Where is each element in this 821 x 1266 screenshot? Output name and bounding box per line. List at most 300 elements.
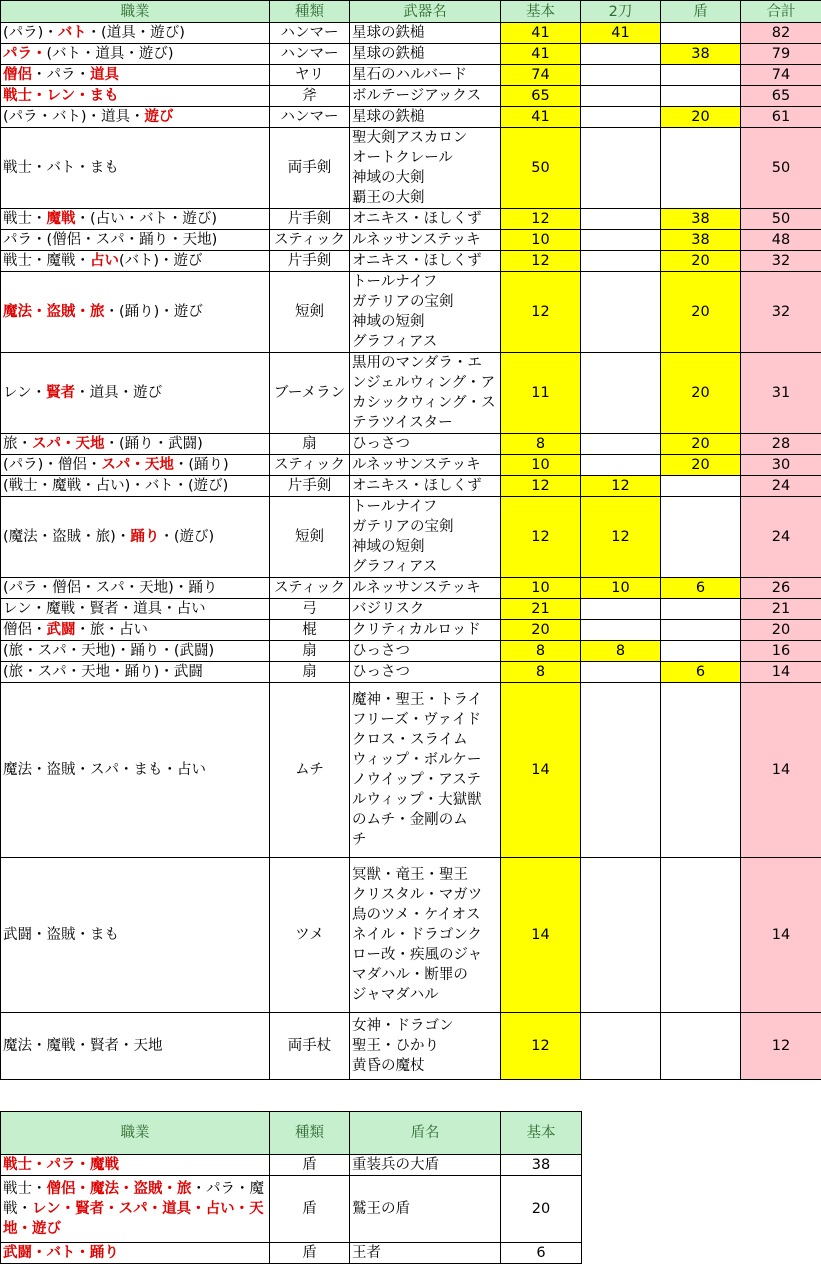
dual-cell bbox=[581, 353, 661, 434]
weapon-name-line: 黒用のマンダラ・エ bbox=[352, 355, 482, 371]
total-cell: 50 bbox=[741, 209, 821, 230]
job-segment: 魔戦 bbox=[46, 211, 76, 227]
job-cell bbox=[1, 44, 270, 65]
weapon-name-cell bbox=[350, 272, 501, 353]
job-cell bbox=[1, 209, 270, 230]
dual-cell bbox=[581, 683, 661, 858]
base-cell: 41 bbox=[501, 44, 581, 65]
base-cell: 10 bbox=[501, 230, 581, 251]
shield-name-cell: 重装兵の大盾 bbox=[350, 1155, 501, 1176]
dual-cell bbox=[581, 107, 661, 128]
base-cell: 65 bbox=[501, 86, 581, 107]
weapon-name-line: ジャマダハル bbox=[352, 987, 439, 1003]
job-segment: (バト・道具・遊び) bbox=[46, 46, 174, 62]
table-row bbox=[1, 455, 821, 476]
type-cell: 片手剣 bbox=[270, 476, 350, 497]
job-cell bbox=[1, 620, 270, 641]
header-base: 基本 bbox=[501, 1, 581, 23]
shield-cell bbox=[661, 599, 741, 620]
job-segment: パラ・ bbox=[3, 46, 47, 62]
job-segment: 魔法・盗賊・スパ・まも・占い bbox=[3, 762, 206, 778]
base-cell: 12 bbox=[501, 1013, 581, 1080]
shield-cell bbox=[661, 497, 741, 578]
weapon-name-line: オニキス・ほしくず bbox=[352, 253, 482, 269]
dual-cell: 8 bbox=[581, 641, 661, 662]
dual-cell bbox=[581, 434, 661, 455]
weapon-name-line: ひっさつ bbox=[352, 664, 410, 680]
table-row bbox=[1, 128, 821, 209]
dual-cell: 10 bbox=[581, 578, 661, 599]
weapon-table-header bbox=[1, 1, 821, 23]
header-total: 合計 bbox=[741, 1, 821, 23]
table-row bbox=[1, 858, 821, 1013]
weapon-name-cell bbox=[350, 1013, 501, 1080]
weapon-name-line: マダハル・断罪の bbox=[352, 967, 468, 983]
job-segment: スパ・天地 bbox=[32, 436, 105, 452]
weapon-name-cell bbox=[350, 65, 501, 86]
table-row bbox=[1, 272, 821, 353]
job-segment: ・(踊り) bbox=[173, 457, 229, 473]
table-row bbox=[1, 44, 821, 65]
job-cell bbox=[1, 251, 270, 272]
weapon-name-cell bbox=[350, 578, 501, 599]
weapon-name-line: フリーズ・ヴァイド bbox=[352, 712, 482, 728]
total-cell: 48 bbox=[741, 230, 821, 251]
job-segment: (魔法・盗賊・旅)・ bbox=[3, 529, 131, 545]
job-segment: パラ・(僧侶・スパ・踊り・天地) bbox=[3, 232, 218, 248]
weapon-name-line: ボルテージアックス bbox=[352, 88, 482, 104]
weapon-name-line: ひっさつ bbox=[352, 436, 410, 452]
table-row bbox=[1, 1155, 582, 1176]
job-cell bbox=[1, 230, 270, 251]
total-cell: 14 bbox=[741, 858, 821, 1013]
table-row bbox=[1, 497, 821, 578]
type-cell: スティック bbox=[270, 578, 350, 599]
type-cell: 棍 bbox=[270, 620, 350, 641]
job-cell bbox=[1, 1155, 270, 1176]
weapon-name-line: 神域の短剣 bbox=[352, 314, 425, 330]
weapon-name-cell bbox=[350, 230, 501, 251]
total-cell: 21 bbox=[741, 599, 821, 620]
base-cell: 14 bbox=[501, 683, 581, 858]
weapon-name-line: ロー改・疾風のジャ bbox=[352, 947, 483, 963]
job-cell bbox=[1, 107, 270, 128]
job-segment: (バト)・遊び bbox=[119, 253, 203, 269]
shield-cell: 38 bbox=[661, 44, 741, 65]
job-segment: 僧侶 bbox=[3, 67, 32, 83]
weapon-name-cell bbox=[350, 497, 501, 578]
job-segment: (パラ・僧侶・スパ・天地)・踊り bbox=[3, 580, 218, 596]
total-cell: 12 bbox=[741, 1013, 821, 1080]
type-cell: 短剣 bbox=[270, 272, 350, 353]
weapon-name-line: チ bbox=[352, 832, 367, 848]
weapon-name-line: 黄昏の魔杖 bbox=[352, 1058, 425, 1074]
total-cell: 74 bbox=[741, 65, 821, 86]
weapon-name-line: ルウィップ・大獄獣 bbox=[352, 792, 482, 808]
type-cell: 斧 bbox=[270, 86, 350, 107]
base-cell: 12 bbox=[501, 272, 581, 353]
weapon-name-line: ンジェルウィング・ア bbox=[352, 375, 496, 391]
job-segment: 旅・ bbox=[3, 436, 32, 452]
weapon-name-line: 聖王・ひかり bbox=[352, 1038, 439, 1054]
table-row bbox=[1, 230, 821, 251]
job-segment: ・道具・遊び bbox=[75, 385, 163, 401]
weapon-name-line: 鳥のツメ・ケイオス bbox=[352, 907, 481, 923]
shield-cell: 20 bbox=[661, 107, 741, 128]
total-cell: 65 bbox=[741, 86, 821, 107]
table-row bbox=[1, 1243, 582, 1264]
job-segment: 道具 bbox=[90, 67, 119, 83]
type-cell: ブーメラン bbox=[270, 353, 350, 434]
job-cell bbox=[1, 1243, 270, 1264]
weapon-name-line: オニキス・ほしくず bbox=[352, 211, 482, 227]
weapon-name-line: 魔神・聖王・トライ bbox=[352, 692, 483, 708]
weapon-name-cell bbox=[350, 251, 501, 272]
shield-cell bbox=[661, 65, 741, 86]
job-cell bbox=[1, 128, 270, 209]
job-segment: レン・魔戦・賢者・道具・占い bbox=[3, 601, 206, 617]
base-cell: 8 bbox=[501, 662, 581, 683]
job-segment: 戦士・レン・まも bbox=[3, 88, 119, 104]
table-row bbox=[1, 434, 821, 455]
shield-table-header bbox=[1, 1112, 582, 1155]
weapon-name-cell bbox=[350, 641, 501, 662]
table-row bbox=[1, 599, 821, 620]
total-cell: 32 bbox=[741, 272, 821, 353]
base-cell: 10 bbox=[501, 578, 581, 599]
dual-cell bbox=[581, 455, 661, 476]
base-cell: 11 bbox=[501, 353, 581, 434]
type-cell: 片手剣 bbox=[270, 209, 350, 230]
dual-cell bbox=[581, 858, 661, 1013]
table-row bbox=[1, 353, 821, 434]
weapon-name-cell bbox=[350, 599, 501, 620]
job-segment: スパ・天地 bbox=[101, 457, 174, 473]
weapon-name-line: カシックウィング・ス bbox=[352, 395, 496, 411]
dual-cell: 41 bbox=[581, 23, 661, 44]
job-segment: ・(踊り・武闘) bbox=[104, 436, 203, 452]
weapon-name-cell bbox=[350, 128, 501, 209]
job-segment: (戦士・魔戦・占い)・バト・(遊び) bbox=[3, 478, 229, 494]
table-row bbox=[1, 578, 821, 599]
job-segment: 踊り bbox=[130, 529, 160, 545]
shield-name-cell: 王者 bbox=[350, 1243, 501, 1264]
weapon-name-cell bbox=[350, 107, 501, 128]
job-cell bbox=[1, 65, 270, 86]
weapon-name-cell bbox=[350, 44, 501, 65]
type-cell: 盾 bbox=[270, 1176, 350, 1243]
job-segment: 魔法・魔戦・賢者・天地 bbox=[3, 1038, 163, 1054]
total-cell: 14 bbox=[741, 662, 821, 683]
shield-cell bbox=[661, 23, 741, 44]
total-cell: 31 bbox=[741, 353, 821, 434]
shield-cell: 20 bbox=[661, 251, 741, 272]
weapon-name-line: オニキス・ほしくず bbox=[352, 478, 482, 494]
weapon-name-line: 神域の大剣 bbox=[352, 170, 425, 186]
type-cell: ハンマー bbox=[270, 107, 350, 128]
total-cell: 82 bbox=[741, 23, 821, 44]
type-cell: 扇 bbox=[270, 662, 350, 683]
header-type: 種類 bbox=[270, 1, 350, 23]
job-segment: 戦士・パラ・魔戦 bbox=[3, 1157, 119, 1173]
dual-cell bbox=[581, 44, 661, 65]
shield-header-name: 盾名 bbox=[350, 1112, 501, 1155]
type-cell: 扇 bbox=[270, 434, 350, 455]
shield-cell bbox=[661, 128, 741, 209]
weapon-name-line: ルネッサンステッキ bbox=[352, 232, 481, 248]
type-cell: 片手剣 bbox=[270, 251, 350, 272]
type-cell: スティック bbox=[270, 455, 350, 476]
shield-cell bbox=[661, 858, 741, 1013]
total-cell: 50 bbox=[741, 128, 821, 209]
table-row bbox=[1, 209, 821, 230]
shield-table-body bbox=[1, 1155, 582, 1264]
shield-name-cell: 鷲王の盾 bbox=[350, 1176, 501, 1243]
weapon-name-cell bbox=[350, 434, 501, 455]
dual-cell bbox=[581, 65, 661, 86]
type-cell: 盾 bbox=[270, 1155, 350, 1176]
weapon-name-cell bbox=[350, 209, 501, 230]
shield-cell: 6 bbox=[661, 662, 741, 683]
job-segment: (パラ)・僧侶・ bbox=[3, 457, 102, 473]
job-segment: 戦士・ bbox=[3, 211, 47, 227]
weapon-name-line: ウィップ・ボルケー bbox=[352, 752, 482, 768]
shield-cell: 20 bbox=[661, 434, 741, 455]
job-cell bbox=[1, 434, 270, 455]
weapon-name-line: 星球の鉄槌 bbox=[352, 25, 425, 41]
table-row bbox=[1, 662, 821, 683]
base-cell: 12 bbox=[501, 251, 581, 272]
base-cell: 12 bbox=[501, 209, 581, 230]
job-segment: 僧侶・魔法・盗賊・旅 bbox=[46, 1181, 192, 1197]
weapon-name-cell bbox=[350, 23, 501, 44]
total-cell: 61 bbox=[741, 107, 821, 128]
weapon-name-line: 神域の短剣 bbox=[352, 539, 425, 555]
shield-cell: 20 bbox=[661, 353, 741, 434]
table-row bbox=[1, 65, 821, 86]
total-cell: 14 bbox=[741, 683, 821, 858]
weapon-table-body bbox=[1, 23, 821, 1080]
base-cell: 10 bbox=[501, 455, 581, 476]
type-cell: ツメ bbox=[270, 858, 350, 1013]
shield-cell bbox=[661, 620, 741, 641]
job-segment: レン・賢者・スパ・道具・占い・天地・遊び bbox=[3, 1201, 264, 1237]
job-cell bbox=[1, 599, 270, 620]
header-dual: 2刀 bbox=[581, 1, 661, 23]
weapon-name-line: のムチ・金剛のム bbox=[352, 812, 468, 828]
job-cell bbox=[1, 497, 270, 578]
weapon-name-cell bbox=[350, 683, 501, 858]
dual-cell: 12 bbox=[581, 497, 661, 578]
total-cell: 79 bbox=[741, 44, 821, 65]
table-row bbox=[1, 683, 821, 858]
dual-cell bbox=[581, 230, 661, 251]
job-segment: 魔法・盗賊・旅 bbox=[3, 304, 105, 320]
weapon-name-cell bbox=[350, 662, 501, 683]
weapon-name-line: ガテリアの宝剣 bbox=[352, 519, 454, 535]
total-cell: 32 bbox=[741, 251, 821, 272]
dual-cell bbox=[581, 620, 661, 641]
job-cell bbox=[1, 858, 270, 1013]
weapon-name-line: トールナイフ bbox=[352, 499, 438, 515]
base-cell: 14 bbox=[501, 858, 581, 1013]
weapon-name-line: トールナイフ bbox=[352, 274, 438, 290]
total-cell: 28 bbox=[741, 434, 821, 455]
total-cell: 20 bbox=[741, 620, 821, 641]
shield-cell bbox=[661, 476, 741, 497]
dual-cell bbox=[581, 272, 661, 353]
shield-cell: 38 bbox=[661, 209, 741, 230]
weapon-name-line: バジリスク bbox=[352, 601, 425, 617]
weapon-name-cell bbox=[350, 353, 501, 434]
job-segment: 武闘・バト・踊り bbox=[3, 1245, 119, 1261]
weapon-name-line: グラフィアス bbox=[352, 559, 438, 575]
job-cell bbox=[1, 86, 270, 107]
job-cell bbox=[1, 1013, 270, 1080]
type-cell: ヤリ bbox=[270, 65, 350, 86]
dual-cell bbox=[581, 209, 661, 230]
header-weapon-name: 武器名 bbox=[350, 1, 501, 23]
dual-cell: 12 bbox=[581, 476, 661, 497]
base-cell: 20 bbox=[501, 620, 581, 641]
job-segment: 戦士・バト・まも bbox=[3, 160, 119, 176]
weapon-name-line: オートクレール bbox=[352, 150, 453, 166]
job-segment: ・旅・占い bbox=[75, 622, 148, 638]
weapon-name-line: 星球の鉄槌 bbox=[352, 46, 425, 62]
dual-cell bbox=[581, 128, 661, 209]
table-row bbox=[1, 1176, 582, 1243]
table-row bbox=[1, 1013, 821, 1080]
base-cell: 74 bbox=[501, 65, 581, 86]
dual-cell bbox=[581, 251, 661, 272]
job-segment: (パラ・バト)・道具・ bbox=[3, 109, 145, 125]
job-cell bbox=[1, 1176, 270, 1243]
total-cell: 26 bbox=[741, 578, 821, 599]
type-cell: 短剣 bbox=[270, 497, 350, 578]
table-row bbox=[1, 641, 821, 662]
dual-cell bbox=[581, 662, 661, 683]
shield-cell: 38 bbox=[661, 230, 741, 251]
table-row bbox=[1, 107, 821, 128]
shield-cell bbox=[661, 1013, 741, 1080]
weapon-name-line: 冥獣・竜王・聖王 bbox=[352, 867, 468, 883]
table-row bbox=[1, 620, 821, 641]
type-cell: 両手杖 bbox=[270, 1013, 350, 1080]
dual-cell bbox=[581, 1013, 661, 1080]
base-cell: 8 bbox=[501, 434, 581, 455]
weapon-name-cell bbox=[350, 86, 501, 107]
type-cell: ムチ bbox=[270, 683, 350, 858]
job-cell bbox=[1, 23, 270, 44]
job-segment: ・(遊び) bbox=[159, 529, 215, 545]
type-cell: 弓 bbox=[270, 599, 350, 620]
job-segment: 武闘 bbox=[46, 622, 76, 638]
shield-cell bbox=[661, 86, 741, 107]
job-segment: 占い bbox=[90, 253, 119, 269]
job-cell bbox=[1, 641, 270, 662]
type-cell: ハンマー bbox=[270, 44, 350, 65]
shield-header-type: 種類 bbox=[270, 1112, 350, 1155]
job-segment: ・(道具・遊び) bbox=[86, 25, 185, 41]
shield-cell bbox=[661, 683, 741, 858]
job-segment: バト bbox=[57, 25, 87, 41]
job-segment: 僧侶・ bbox=[3, 622, 47, 638]
weapon-name-line: クリティカルロッド bbox=[352, 622, 481, 638]
weapon-name-line: ノウイップ・アステ bbox=[352, 772, 481, 788]
base-cell: 12 bbox=[501, 497, 581, 578]
job-cell bbox=[1, 662, 270, 683]
weapon-name-line: 星石のハルバード bbox=[352, 67, 467, 83]
total-cell: 24 bbox=[741, 497, 821, 578]
weapon-name-line: ひっさつ bbox=[352, 643, 410, 659]
type-cell: 盾 bbox=[270, 1243, 350, 1264]
job-cell bbox=[1, 353, 270, 434]
shield-cell: 20 bbox=[661, 455, 741, 476]
base-cell: 12 bbox=[501, 476, 581, 497]
job-cell bbox=[1, 683, 270, 858]
shield-cell: 20 bbox=[661, 272, 741, 353]
table-row bbox=[1, 476, 821, 497]
job-cell bbox=[1, 455, 270, 476]
type-cell: 扇 bbox=[270, 641, 350, 662]
dual-cell bbox=[581, 86, 661, 107]
total-cell: 24 bbox=[741, 476, 821, 497]
weapon-name-line: ガテリアの宝剣 bbox=[352, 294, 454, 310]
job-segment: 武闘・盗賊・まも bbox=[3, 927, 119, 943]
shield-cell bbox=[661, 641, 741, 662]
weapon-name-cell bbox=[350, 620, 501, 641]
table-row bbox=[1, 86, 821, 107]
job-segment: ・パラ・魔戦・ bbox=[3, 1181, 264, 1217]
job-segment: レン・ bbox=[3, 385, 47, 401]
base-cell: 50 bbox=[501, 128, 581, 209]
base-cell: 6 bbox=[501, 1243, 582, 1264]
header-job: 職業 bbox=[1, 1, 270, 23]
job-cell bbox=[1, 272, 270, 353]
job-segment: 遊び bbox=[144, 109, 174, 125]
weapon-name-line: グラフィアス bbox=[352, 334, 438, 350]
weapon-name-cell bbox=[350, 476, 501, 497]
base-cell: 20 bbox=[501, 1176, 582, 1243]
base-cell: 41 bbox=[501, 107, 581, 128]
job-segment: (旅・スパ・天地・踊り)・武闘 bbox=[3, 664, 203, 680]
base-cell: 8 bbox=[501, 641, 581, 662]
job-segment: ・(踊り)・遊び bbox=[104, 304, 203, 320]
job-segment: ・(占い・バト・遊び) bbox=[75, 211, 218, 227]
type-cell: 両手剣 bbox=[270, 128, 350, 209]
weapon-name-line: 女神・ドラゴン bbox=[352, 1018, 454, 1034]
weapon-name-line: ルネッサンステッキ bbox=[352, 580, 481, 596]
weapon-name-cell bbox=[350, 455, 501, 476]
job-segment: 戦士・ bbox=[3, 1181, 47, 1197]
shield-header-base: 基本 bbox=[501, 1112, 582, 1155]
weapon-name-line: 覇王の大剣 bbox=[352, 190, 425, 206]
base-cell: 38 bbox=[501, 1155, 582, 1176]
dual-cell bbox=[581, 599, 661, 620]
total-cell: 16 bbox=[741, 641, 821, 662]
weapon-name-cell bbox=[350, 858, 501, 1013]
shield-table bbox=[0, 1111, 582, 1264]
shield-cell: 6 bbox=[661, 578, 741, 599]
total-cell: 30 bbox=[741, 455, 821, 476]
weapon-name-line: クロス・スライム bbox=[352, 732, 468, 748]
job-segment: ・パラ・ bbox=[32, 67, 90, 83]
job-segment: 賢者 bbox=[46, 385, 76, 401]
shield-header-job: 職業 bbox=[1, 1112, 270, 1155]
weapon-name-line: ルネッサンステッキ bbox=[352, 457, 481, 473]
weapon-name-line: ネイル・ドラゴンク bbox=[352, 927, 482, 943]
weapon-name-line: 聖大剣アスカロン bbox=[352, 130, 468, 146]
